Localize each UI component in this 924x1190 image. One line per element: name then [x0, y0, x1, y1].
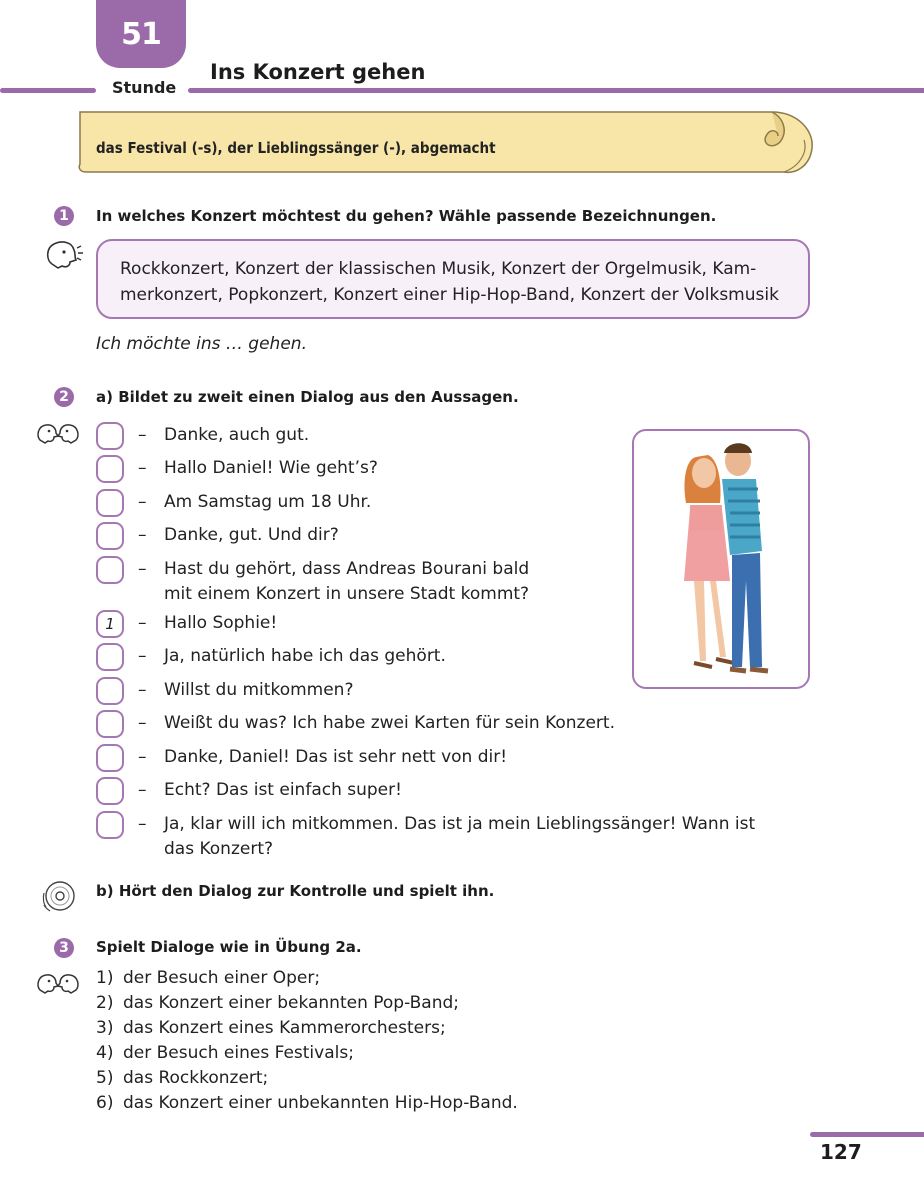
dialog-line-main: Danke, gut. Und dir?: [164, 525, 339, 545]
order-number-box[interactable]: [96, 556, 124, 584]
dialog-line-main: Hallo Daniel! Wie geht’s?: [164, 458, 378, 478]
list-item-number: 5): [96, 1068, 114, 1088]
order-number-box[interactable]: [96, 677, 124, 705]
pair-work-icon: [36, 420, 80, 446]
dialog-dash: –: [138, 525, 147, 545]
list-item-number: 4): [96, 1043, 114, 1063]
exercise-3-list: [96, 966, 518, 1116]
header-rule-left: [0, 88, 96, 93]
dialog-line-main: Ja, klar will ich mitkommen. Das ist ja mein Lieblingssänger! Wann ist: [164, 814, 756, 834]
list-item: [96, 1016, 518, 1041]
dialog-dash: –: [138, 814, 147, 834]
order-number-box[interactable]: [96, 455, 124, 483]
list-item-text: das Konzert einer unbekannten Hip-Hop-Band.: [123, 1093, 518, 1113]
dialog-line-text: [138, 812, 755, 862]
dialog-line-main: Danke, Daniel! Das ist sehr nett von dir!: [164, 747, 508, 767]
dialog-line-text: [138, 644, 446, 669]
list-item-number: 2): [96, 993, 114, 1013]
order-number-box[interactable]: [96, 643, 124, 671]
page-number: 127: [820, 1140, 862, 1164]
exercise-2a-instruction: a) Bildet zu zweit einen Dialog aus den Aussagen.: [96, 388, 519, 406]
dialog-line-text: [138, 611, 277, 636]
order-number-box[interactable]: 1: [96, 610, 124, 638]
vocabulary-text: das Festival (-s), der Lieblingssänger (-), abgemacht: [96, 139, 496, 157]
dialog-line-main: Hast du gehört, dass Andreas Bourani bald: [164, 559, 530, 579]
dialog-line-continuation: das Konzert?: [164, 839, 274, 859]
lesson-number-tab: [96, 0, 186, 68]
dialog-line-text: [138, 745, 507, 770]
list-item-text: der Besuch eines Festivals;: [123, 1043, 354, 1063]
dialog-line-main: Echt? Das ist einfach super!: [164, 780, 402, 800]
order-number-box[interactable]: [96, 522, 124, 550]
dialog-line-text: [138, 678, 353, 703]
dialog-line-text: [138, 423, 309, 448]
order-number-box[interactable]: [96, 744, 124, 772]
list-item: [96, 1091, 518, 1116]
exercise-3-number: 3: [54, 938, 74, 958]
list-item: [96, 991, 518, 1016]
sentence-starter: Ich möchte ins … gehen.: [96, 334, 307, 354]
list-item: [96, 1066, 518, 1091]
dialog-dash: –: [138, 780, 147, 800]
dialog-line-text: [138, 557, 529, 607]
dialog-line-main: Danke, auch gut.: [164, 425, 310, 445]
exercise-1-number: 1: [54, 206, 74, 226]
word-box-line-1: Rockkonzert, Konzert der klassischen Musik, Konzert der Orgelmusik, Kam-: [120, 259, 757, 279]
speaking-icon: [44, 238, 84, 272]
dialog-dash: –: [138, 646, 147, 666]
list-item: [96, 1041, 518, 1066]
dialog-line-main: Ja, natürlich habe ich das gehört.: [164, 646, 446, 666]
order-number-box[interactable]: [96, 777, 124, 805]
lesson-label: Stunde: [112, 78, 177, 97]
exercise-3-instruction: Spielt Dialoge wie in Übung 2a.: [96, 938, 362, 956]
order-number-box[interactable]: [96, 811, 124, 839]
order-number-box[interactable]: [96, 710, 124, 738]
dialog-line-main: Weißt du was? Ich habe zwei Karten für sein Konzert.: [164, 713, 615, 733]
list-item-text: das Rockkonzert;: [123, 1068, 269, 1088]
word-box: [96, 239, 810, 319]
dialog-line-text: [138, 711, 615, 736]
dialog-line-text: [138, 523, 339, 548]
list-item-number: 1): [96, 968, 114, 988]
exercise-1-instruction: In welches Konzert möchtest du gehen? Wähle passende Bezeichnungen.: [96, 207, 717, 225]
audio-cd-icon: [40, 877, 78, 915]
order-number-box[interactable]: [96, 489, 124, 517]
list-item-text: das Konzert einer bekannten Pop-Band;: [123, 993, 459, 1013]
photo-frame: [632, 429, 810, 689]
list-item-number: 3): [96, 1018, 114, 1038]
exercise-2-number: 2: [54, 387, 74, 407]
dialog-dash: –: [138, 713, 147, 733]
list-item-text: das Konzert eines Kammerorchesters;: [123, 1018, 446, 1038]
footer-rule: [810, 1132, 924, 1137]
teenagers-on-phone-image: [634, 431, 808, 687]
page-title: Ins Konzert gehen: [210, 60, 426, 84]
dialog-line-text: [138, 778, 402, 803]
dialog-dash: –: [138, 613, 147, 633]
dialog-dash: –: [138, 458, 147, 478]
dialog-dash: –: [138, 559, 147, 579]
dialog-line-text: [138, 456, 378, 481]
dialog-dash: –: [138, 747, 147, 767]
dialog-line-continuation: mit einem Konzert in unsere Stadt kommt?: [164, 584, 530, 604]
header-rule-right: [188, 88, 924, 93]
order-number-box[interactable]: [96, 422, 124, 450]
word-box-line-2: merkonzert, Popkonzert, Konzert einer Hip-Hop-Band, Konzert der Volksmusik: [120, 285, 779, 305]
dialog-line-main: Willst du mitkommen?: [164, 680, 354, 700]
list-item-text: der Besuch einer Oper;: [123, 968, 321, 988]
exercise-2b-instruction: b) Hört den Dialog zur Kontrolle und spielt ihn.: [96, 882, 495, 900]
dialog-line-main: Hallo Sophie!: [164, 613, 278, 633]
dialog-dash: –: [138, 492, 147, 512]
list-item-number: 6): [96, 1093, 114, 1113]
dialog-line-text: [138, 490, 371, 515]
dialog-dash: –: [138, 680, 147, 700]
lesson-number: 51: [121, 16, 161, 52]
dialog-dash: –: [138, 425, 147, 445]
dialog-line-main: Am Samstag um 18 Uhr.: [164, 492, 372, 512]
list-item: [96, 966, 518, 991]
pair-work-icon: [36, 970, 80, 996]
